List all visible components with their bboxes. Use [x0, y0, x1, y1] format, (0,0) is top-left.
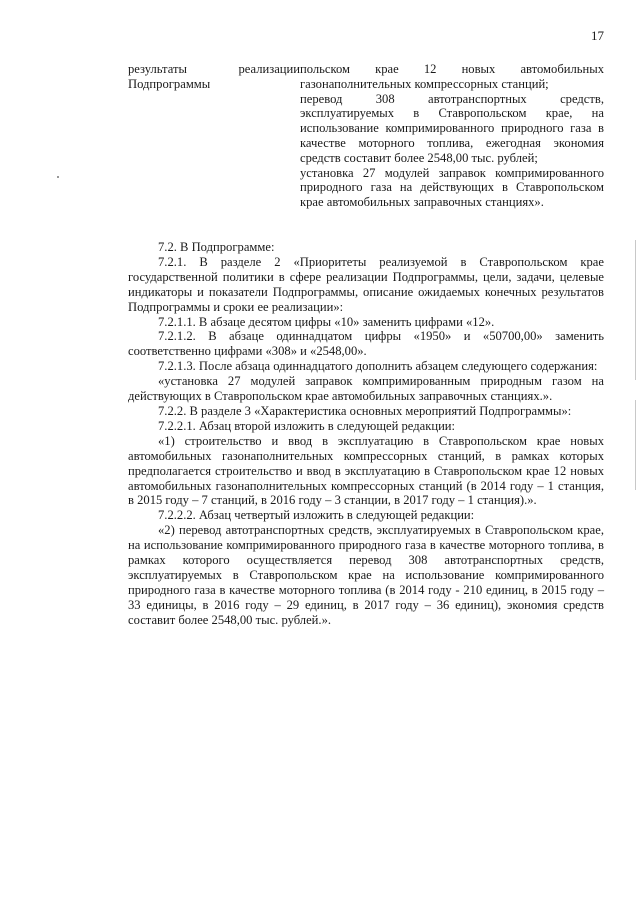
- quoted-item-2: «2) перевод автотранспортных средств, эксплуатируемых в Ставропольском крае, на использование компримированного природного газа в качестве моторного топлива, в рамках которого осуществляется перевод 308 автотранспортных средств, эксплуатируемых в Ставропольском крае на использование компримированного природного газа в качестве моторного топлива (в 2014 году - 210 единиц, в 2015 году – 33 единицы, в 2016 году – 29 единиц, в 2017 году – 36 единиц), экономия средств составит более 2548,00 тыс. рублей.».: [128, 523, 604, 627]
- table-right-cell: [300, 62, 604, 210]
- paragraph-7-2-2-1: 7.2.2.1. Абзац второй изложить в следующей редакции:: [158, 418, 456, 433]
- table-right-paragraph: польском крае 12 новых автомобильных газонаполнительных компрессорных станций;: [300, 62, 604, 91]
- paragraph-7-2-2: 7.2.2. В разделе 3 «Характеристика основных мероприятий Подпрограммы»:: [158, 403, 572, 418]
- quoted-insertion: «установка 27 модулей заправок компримированным природным газом на действующих в Ставропольском крае автомобильных заправочных станциях.».: [128, 374, 604, 404]
- paragraph-7-2-1-1: 7.2.1.1. В абзаце десятом цифры «10» заменить цифрами «12».: [158, 314, 495, 329]
- results-table-fragment: [128, 62, 604, 210]
- paragraph-7-2-1: 7.2.1. В разделе 2 «Приоритеты реализуемой в Ставропольском крае государственной политики в сфере реализации Подпрограммы, цели, задачи, целевые индикаторы и показатели Подпрограммы, описание ожидаемых конечных результатов Подпрограммы и сроки ее реализации»:: [128, 254, 604, 314]
- table-left-line-1: результаты реализации: [128, 62, 300, 76]
- table-left-line-2: Подпрограммы: [128, 76, 211, 91]
- paragraph-7-2-1-3: 7.2.1.3. После абзаца одиннадцатого дополнить абзацем следующего содержания:: [158, 359, 598, 374]
- table-left-cell: [128, 62, 300, 210]
- scan-edge-shadow: [635, 240, 636, 380]
- scan-edge-shadow: [635, 400, 636, 490]
- page-number: 17: [591, 28, 604, 43]
- paragraph-7-2-2-2: 7.2.2.2. Абзац четвертый изложить в следующей редакции:: [158, 508, 475, 523]
- paragraph-7-2-1-2: 7.2.1.2. В абзаце одиннадцатом цифры «1950» и «50700,00» заменить соответственно цифрами «308» и «2548,00».: [128, 329, 604, 359]
- quoted-item-1: «1) строительство и ввод в эксплуатацию в Ставропольском крае новых автомобильных газонаполнительных компрессорных станций, в рамках которых предполагается строительство и ввод в эксплуатацию в Ставропольском крае 12 новых автомобильных газонаполнительных компрессорных станций (в 2014 году – 1 станция, в 2015 году – 7 станций, в 2016 году – 3 станции, в 2017 году – 1 станция).».: [128, 433, 604, 508]
- table-right-paragraph: перевод 308 автотранспортных средств, эксплуатируемых в Ставропольском крае, на использование компримированного природного газа в качестве моторного топлива, ежегодная экономия средств составит более 2548,00 тыс. рублей;: [300, 91, 604, 165]
- document-body: [128, 240, 604, 628]
- scan-speck: [57, 176, 59, 178]
- table-right-paragraph: установка 27 модулей заправок компримированного природного газа на действующих в Ставропольском крае автомобильных заправочных станциях».: [300, 165, 604, 210]
- paragraph-7-2: 7.2. В Подпрограмме:: [158, 240, 275, 254]
